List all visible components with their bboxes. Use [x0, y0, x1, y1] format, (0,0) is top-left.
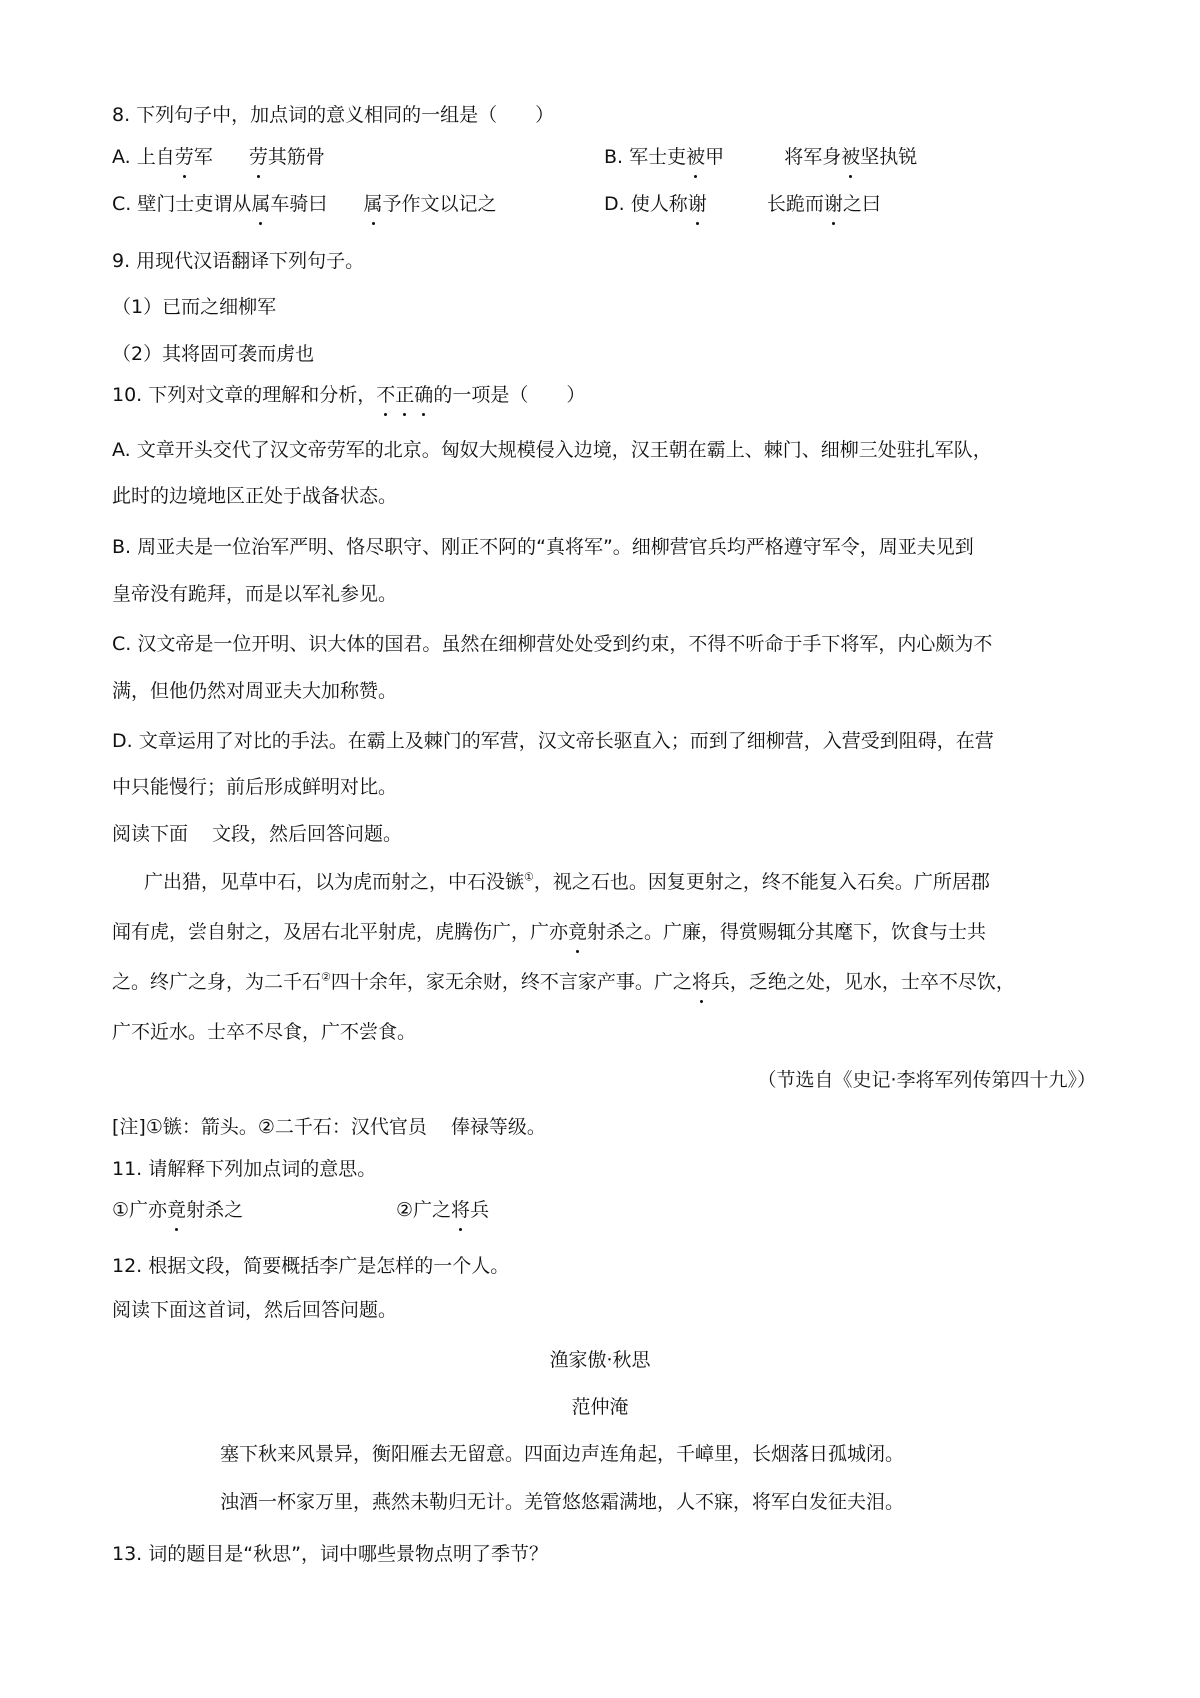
- dotted-char: 劳: [175, 143, 194, 171]
- q11-stem: 11. 请解释下列加点词的意思。: [112, 1158, 377, 1180]
- poem-line-1: 塞下秋来风景异，衡阳雁去无留意。四面边声连角起，千嶂里，长烟落日孤城闭。: [220, 1443, 905, 1465]
- passage-note: [注]①镞：箭头。②二千石：汉代官员 俸禄等级。: [112, 1116, 546, 1138]
- poem-intro: 阅读下面这首词，然后回答问题。: [112, 1299, 398, 1321]
- q8-option-a[interactable]: A. 上自劳军 劳其筋骨: [112, 143, 325, 171]
- poem-title: 渔家傲·秋思: [549, 1349, 651, 1371]
- passage-source: （节选自《史记·李将军列传第四十九》）: [757, 1069, 1096, 1091]
- dotted-char: 劳: [249, 143, 268, 171]
- q13-stem: 13. 词的题目是“秋思”，词中哪些景物点明了季节？: [112, 1543, 548, 1565]
- dotted-char: 谢: [824, 190, 843, 218]
- reading-intro: 阅读下面 文段，然后回答问题。: [112, 823, 403, 845]
- q9-stem: 9. 用现代汉语翻译下列句子。: [112, 250, 365, 272]
- dotted-char: 确: [414, 381, 433, 409]
- passage-line-1: 广出猎，见草中石，以为虎而射之，中石没镞①，视之石也。因复更射之，终不能复入石矣。广所居郡: [144, 870, 990, 893]
- q8-option-b[interactable]: B. 军士吏被甲 将军身被坚执锐: [604, 143, 917, 171]
- q8-option-d[interactable]: D. 使人称谢 长跪而谢之曰: [604, 190, 881, 218]
- q10-option-a-line1[interactable]: A. 文章开头交代了汉文帝劳军的北京。匈奴大规模侵入边境，汉王朝在霸上、棘门、细柳三处驻扎军队，: [112, 439, 992, 461]
- dotted-char: 不: [376, 381, 395, 409]
- passage-line-2: 闻有虎，尝自射之，及居右北平射虎，虎腾伤广，广亦竟射杀之。广廉，得赏赐辄分其麾下，饮食与士共: [112, 918, 986, 946]
- q9-sentence-2: （2）其将固可袭而虏也: [112, 343, 315, 365]
- q11-item-1: ①广亦竟射杀之: [112, 1196, 243, 1224]
- dotted-char: 将: [692, 968, 711, 996]
- q10-stem: 10. 下列对文章的理解和分析，不正确的一项是（ ）: [112, 381, 585, 409]
- q10-option-d-line1[interactable]: D. 文章运用了对比的手法。在霸上及棘门的军营，汉文帝长驱直入；而到了细柳营，入营受到阻碍，在营: [112, 730, 994, 752]
- q12-stem: 12. 根据文段，简要概括李广是怎样的一个人。: [112, 1255, 510, 1277]
- dotted-char: 属: [251, 190, 270, 218]
- passage-line-3: 之。终广之身，为二千石②四十余年，家无余财，终不言家产事。广之将兵，乏绝之处，见水，士卒不尽饮，: [112, 968, 1015, 996]
- q10-option-c-line2: 满，但他仍然对周亚夫大加称赞。: [112, 680, 398, 702]
- dotted-char: 正: [395, 381, 414, 409]
- q8-option-c[interactable]: C. 壁门士吏谓从属车骑曰 属予作文以记之: [112, 190, 497, 218]
- q8-stem: 8. 下列句子中，加点词的意义相同的一组是（ ）: [112, 104, 555, 126]
- q10-option-b-line1[interactable]: B. 周亚夫是一位治军严明、恪尽职守、刚正不阿的“真将军”。细柳营官兵均严格遵守军令，周亚夫见到: [112, 536, 974, 558]
- dotted-char: 被: [841, 143, 860, 171]
- dotted-char: 被: [686, 143, 705, 171]
- dotted-char: 竟: [568, 918, 587, 946]
- q9-sentence-1: （1）已而之细柳军: [112, 296, 277, 318]
- q10-option-a-line2: 此时的边境地区正处于战备状态。: [112, 485, 398, 507]
- poem-author: 范仲淹: [571, 1396, 629, 1418]
- dotted-char: 将: [451, 1196, 470, 1224]
- q10-option-d-line2: 中只能慢行；前后形成鲜明对比。: [112, 776, 398, 798]
- q10-option-c-line1[interactable]: C. 汉文帝是一位开明、识大体的国君。虽然在细柳营处处受到约束，不得不听命于手下将军，内心颇为不: [112, 633, 993, 655]
- dotted-char: 谢: [688, 190, 707, 218]
- passage-line-4: 广不近水。士卒不尽食，广不尝食。: [112, 1021, 417, 1043]
- poem-line-2: 浊酒一杯家万里，燕然未勒归无计。羌管悠悠霜满地，人不寐，将军白发征夫泪。: [220, 1491, 905, 1513]
- dotted-char: 竟: [167, 1196, 186, 1224]
- dotted-char: 属: [364, 190, 383, 218]
- q10-option-b-line2: 皇帝没有跪拜，而是以军礼参见。: [112, 583, 398, 605]
- q11-item-2: ②广之将兵: [396, 1196, 489, 1224]
